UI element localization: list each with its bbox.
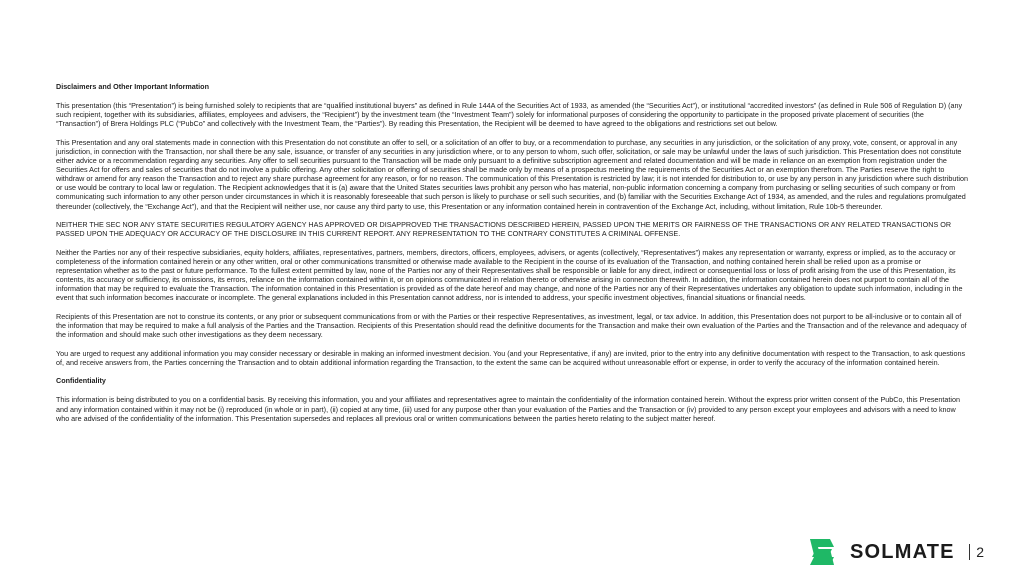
- disclaimer-section-1: [56, 101, 968, 367]
- disclaimer-paragraph: Neither the Parties nor any of their respective subsidiaries, equity holders, affiliates, representatives, partners, members, directors, officers, employees, advisers, or agents (collectively, “Representatives”) makes any representation or warranty, express or implied, as to the accuracy or completeness of the information contained herein or any other written, oral or other communications transmitted or otherwise made available to the Recipient in the course of its evaluation of the Transaction, and nothing contained herein shall be relied upon as a promise or representation whether as to the past or future performance. To the fullest extent permitted by law, none of the Parties nor any of their Representatives shall be responsible or liable for any direct, indirect or consequential loss or loss of profit arising from the use of this Presentation, its contents, its accuracy or sufficiency, its omissions, its errors, reliance on the information contained within it, or on opinions communicated in relation thereto or otherwise arising in connection therewith. In addition, the information contained herein does not purport to contain all of the information that may be required to evaluate the Transaction. The information contained in this Presentation is provided as of the date hereof and may change, and none of the Parties nor any of their Representatives undertakes any obligation to update such information, including in the event that such information becomes inaccurate or incomplete. The general explanations included in this Presentation cannot address, nor is intended to address, your specific investment objectives, financial situations or financial needs.: [56, 247, 963, 303]
- page-number: 2: [976, 544, 984, 560]
- disclaimer-paragraph: This presentation (this “Presentation”) is being furnished solely to recipients that are “qualified institutional buyers” as defined in Rule 144A of the Securities Act of 1933, as amended (the “Securities Act”), or institutional “accredited investors” (as defined in Rule 506 of Regulation D) (any such recipient, together with its subsidiaries, affiliates, employees and advisers, the “Recipient”) by the investment team (the “Investment Team”) solely for informational purposes of considering the opportunity to participate in the proposed private placement of securities (the “Transaction”) of Brera Holdings PLC (“PubCo” and collectively with the Investment Team, the “Parties”). By reading this Presentation, the Recipient will be deemed to have agreed to the obligations and restrictions set out below.: [56, 101, 963, 129]
- document-body: [56, 82, 968, 432]
- confidentiality-heading: Confidentiality: [56, 376, 106, 386]
- footer-divider: [969, 544, 971, 560]
- disclaimer-paragraph: This Presentation and any oral statements made in connection with this Presentation do not constitute an offer to sell, or a solicitation of an offer to buy, or a recommendation to purchase, any securities in any jurisdiction, or the solicitation of any proxy, vote, consent, or approval in any jurisdiction, in connection with the Transaction, nor shall there be any sale, issuance, or transfer of any securities in any jurisdiction where, or to any person to whom, such offer, solicitation, or sale may be unlawful under the laws of such jurisdiction. This Presentation does not constitute either advice or a recommendation regarding any securities. Any offer to sell securities pursuant to the Transaction will be made only pursuant to a definitive subscription agreement and related documentation and will be made in reliance on an exemption from registration under the Securities Act for offers and sales of securities that do not involve a public offering. Any other solicitation or offering of securities shall be made only by means of a prospectus meeting the requirements of the Securities Act or an exemption therefrom. The Parties reserve the right to withdraw or amend for any reason the Transaction and to reject any share purchase agreement for any reason, or for no reason. The communication of this Presentation is restricted by law; it is not intended for distribution to, or use by any person in any jurisdiction where such distribution or use would be contrary to local law or regulation. The Recipient acknowledges that it is (a) aware that the United States securities laws prohibit any person who has material, non-public information concerning a company from purchasing or selling securities of such company or from communicating such information to any other person under circumstances in which it is reasonably foreseeable that such person is likely to purchase or sell such securities, and (b) familiar with the Securities Exchange Act of 1934, as amended, and the rules and regulations promulgated thereunder (collectively, the “Exchange Act”), and that the Recipient will neither use, nor cause any third party to use, this Presentation or any information contained herein in contravention of the Exchange Act, including, without limitation, Rule 10b-5 thereunder.: [56, 137, 968, 211]
- confidentiality-section: [56, 395, 968, 422]
- disclaimer-heading: Disclaimers and Other Important Information: [56, 82, 209, 91]
- confidentiality-paragraph: This information is being distributed to you on a confidential basis. By receiving this information, you and your affiliates and representatives agree to maintain the confidentiality of the information contained herein. Without the express prior written consent of the PubCo, this Presentation and any information contained within it may not be (i) reproduced (in whole or in part), (ii) copied at any time, (iii) used for any purpose other than your evaluation of the Parties and the Transaction or (iv) provided to any person except your employees and advisors with a need to know who are advised of the confidentiality of the information. This Presentation supersedes and replaces all previous oral or written communications between the parties hereto relating to the subject matter hereof.: [56, 395, 960, 423]
- solmate-logo-icon: [806, 536, 838, 568]
- disclaimer-paragraph: Recipients of this Presentation are not to construe its contents, or any prior or subsequent communications from or with the Parties or their respective Representatives, as investment, legal, or tax advice. In addition, this Presentation does not purport to be all-inclusive or to contain all of the information that may be required to make a full analysis of the Parties and the Transaction. Recipients of this Presentation should read the definitive documents for the Transaction and make their own evaluation of the Parties and the Transaction and of the relevance and adequacy of the information and should make such other investigations as they deem necessary.: [56, 311, 967, 340]
- footer-brand: [806, 536, 984, 568]
- disclaimer-paragraph: You are urged to request any additional information you may consider necessary or desirable in making an informed investment decision. You (and your Representative, if any) are invited, prior to the entry into any definitive documentation with respect to the Transaction, to ask questions of, and receive answers from, the Parties concerning the Transaction and to obtain additional information regarding the Transaction, to the extent the same can be acquired without unreasonable effort or expense, in order to verify the accuracy of the information contained herein.: [56, 348, 966, 367]
- brand-wordmark: SOLMATE: [850, 540, 955, 563]
- disclaimer-paragraph: NEITHER THE SEC NOR ANY STATE SECURITIES REGULATORY AGENCY HAS APPROVED OR DISAPPROVED THE TRANSACTIONS DESCRIBED HEREIN, PASSED UPON THE MERITS OR FAIRNESS OF THE TRANSACTIONS OR ANY RELATED TRANSACTIONS OR PASSED UPON THE ADEQUACY OR ACCURACY OF THE DISCLOSURE IN THIS CURRENT REPORT. ANY REPRESENTATION TO THE CONTRARY CONSTITUTES A CRIMINAL OFFENSE.: [56, 220, 952, 239]
